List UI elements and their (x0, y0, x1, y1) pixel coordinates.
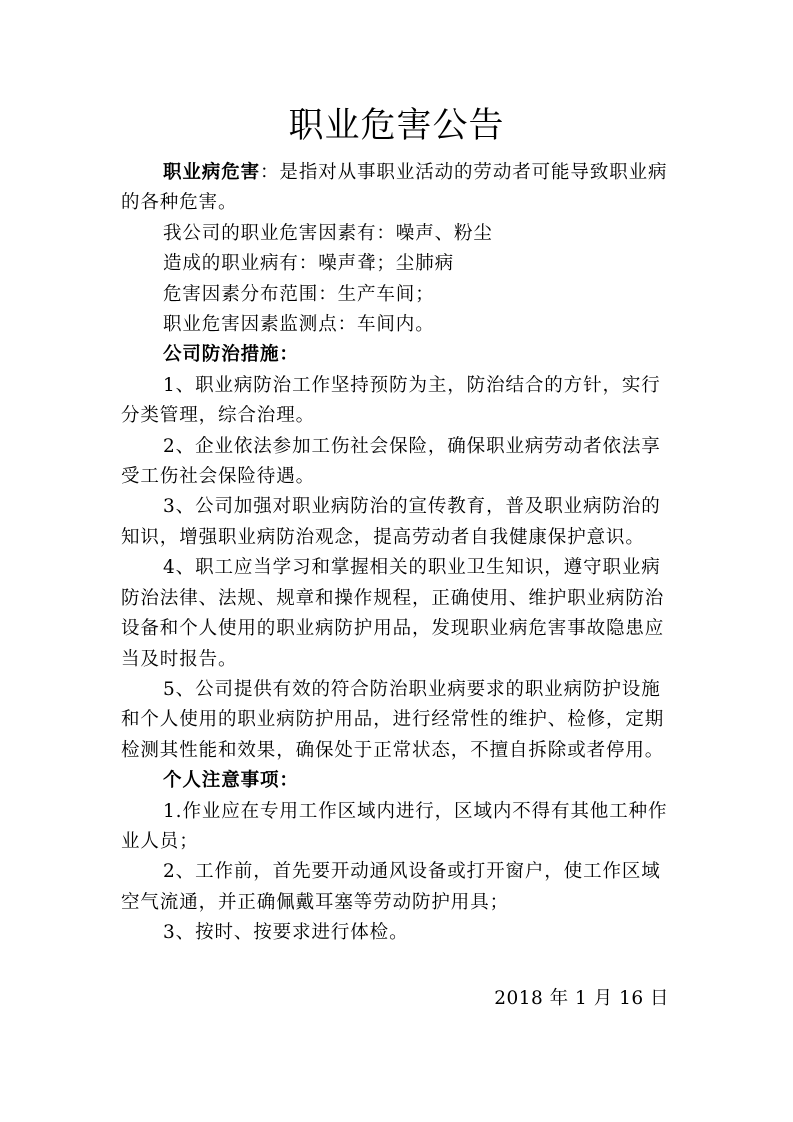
measure-item-3: 3、公司加强对职业病防治的宣传教育，普及职业病防治的知识，增强职业病防治观念，提高劳动者自我健康保护意识。 (121, 496, 661, 548)
note-item-3: 3、按时、按要求进行体检。 (163, 922, 409, 944)
monitoring-point: 职业危害因素监测点：车间内。 (163, 314, 435, 336)
measure-item-5: 5、公司提供有效的符合防治职业病要求的职业病防护设施和个人使用的职业病防护用品，进行经常性的维护、检修，定期检测其性能和效果，确保处于正常状态，不擅自拆除或者停用。 (121, 678, 665, 761)
definition-term: 职业病危害 (163, 162, 261, 183)
notes-heading: 个人注意事项： (163, 770, 299, 792)
measures-heading: 公司防治措施： (163, 344, 299, 366)
note-item-1: 1.作业应在专用工作区域内进行，区域内不得有其他工种作业人员； (121, 800, 668, 852)
hazard-factors: 我公司的职业危害因素有：噪声、粉尘 (163, 222, 493, 244)
note-item-2: 2、工作前，首先要开动通风设备或打开窗户，使工作区域空气流通，并正确佩戴耳塞等劳动防护用具； (121, 861, 661, 913)
document-date: 2018 年 1 月 16 日 (494, 988, 669, 1009)
distribution-range: 危害因素分布范围：生产车间； (163, 283, 435, 305)
measure-item-2: 2、企业依法参加工伤社会保险，确保职业病劳动者依法享受工伤社会保险待遇。 (121, 435, 661, 488)
occupational-diseases: 造成的职业病有：噪声聋；尘肺病 (163, 253, 455, 275)
measure-item-4: 4、职工应当学习和掌握相关的职业卫生知识，遵守职业病防治法律、法规、规章和操作规程，正确使用、维护职业病防治设备和个人使用的职业病防护用品，发现职业病危害事故隐患应当及时报告。 (121, 557, 665, 670)
definition-text: ：是指对从事职业活动的劳动者可能导致职业病的各种危害。 (121, 162, 668, 214)
measure-item-1: 1、职业病防治工作坚持预防为主，防治结合的方针，实行分类管理，综合治理。 (121, 374, 661, 427)
document-title: 职业危害公告 (288, 106, 505, 146)
definition-paragraph (121, 158, 677, 219)
document-body (121, 158, 677, 949)
